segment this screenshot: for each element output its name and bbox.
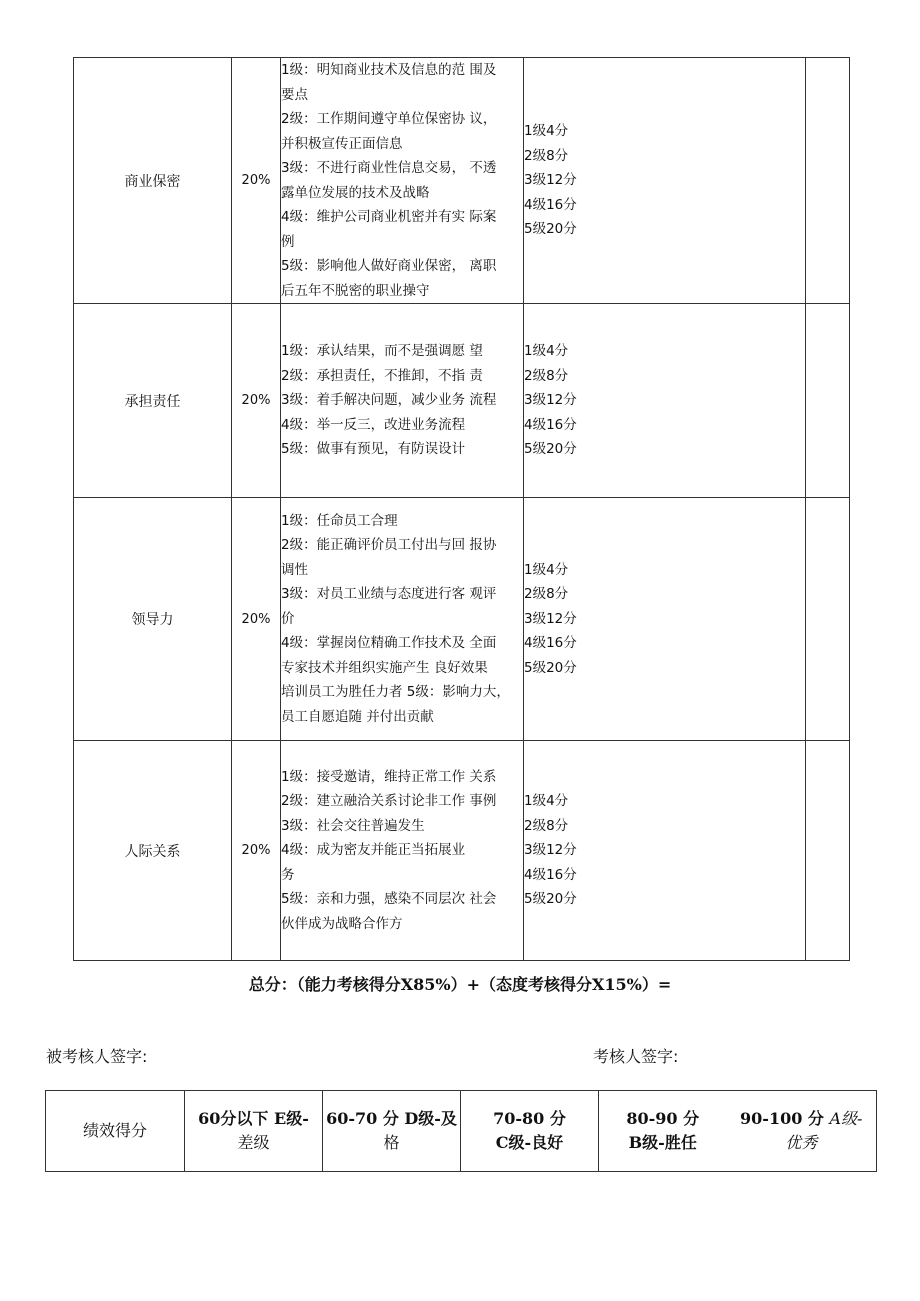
criterion-levels xyxy=(281,58,524,304)
level-line: 5级：亲和力强，感染不同层次 社会 xyxy=(281,891,497,908)
score-line: 3级12分 xyxy=(524,392,577,409)
level-line: 价 xyxy=(281,610,295,627)
level-line: 2级：建立融洽关系讨论非工作 事例 xyxy=(281,793,497,810)
criterion-levels xyxy=(281,304,524,498)
criterion-weight: 20% xyxy=(232,741,281,961)
empty-cell xyxy=(806,498,850,741)
criterion-scores xyxy=(524,304,806,498)
level-line: 4级：举一反三，改进业务流程 xyxy=(281,416,466,433)
criterion-name: 商业保密 xyxy=(74,58,232,304)
criterion-weight: 20% xyxy=(232,304,281,498)
table-row xyxy=(74,498,850,741)
level-line: 并积极宣传正面信息 xyxy=(281,135,403,152)
level-line: 5级：做事有预见，有防误设计 xyxy=(281,441,466,458)
empty-cell xyxy=(806,58,850,304)
level-line: 后五年不脱密的职业操守 xyxy=(281,282,430,299)
score-line: 1级4分 xyxy=(524,343,569,360)
criterion-scores xyxy=(524,498,806,741)
level-line: 2级：承担责任，不推卸，不指 责 xyxy=(281,367,483,384)
grade-c-line2: C级-良好 xyxy=(495,1133,564,1152)
grade-e-line1: 60分以下 E级- xyxy=(198,1109,309,1128)
assessment-table xyxy=(73,57,850,961)
grade-label: 绩效得分 xyxy=(46,1091,185,1172)
criterion-name: 人际关系 xyxy=(74,741,232,961)
criterion-levels xyxy=(281,741,524,961)
score-line: 1级4分 xyxy=(524,561,569,578)
grade-d xyxy=(323,1091,461,1172)
score-line: 2级8分 xyxy=(524,586,569,603)
score-line: 2级8分 xyxy=(524,147,569,164)
criterion-weight: 20% xyxy=(232,58,281,304)
grade-d-line2: 格 xyxy=(383,1133,400,1152)
grade-a-range: 90-100 分 xyxy=(740,1109,830,1128)
grade-a-line1 xyxy=(729,1107,875,1131)
level-line: 员工自愿追随 并付出贡献 xyxy=(281,708,434,725)
grade-a xyxy=(727,1091,877,1172)
grade-b-line2: B级-胜任 xyxy=(628,1133,697,1152)
score-line: 5级20分 xyxy=(524,891,577,908)
score-line: 4级16分 xyxy=(524,866,577,883)
level-line: 专家技术并组织实施产生 良好效果 xyxy=(281,659,488,676)
grade-d-line1: 60-70 分 D级-及 xyxy=(326,1109,457,1128)
grade-table xyxy=(45,1090,877,1172)
level-line: 调性 xyxy=(281,561,308,578)
grade-a-line2: 优秀 xyxy=(785,1133,818,1152)
criterion-name: 承担责任 xyxy=(74,304,232,498)
table-row xyxy=(46,1091,877,1172)
score-line: 5级20分 xyxy=(524,441,577,458)
criterion-levels xyxy=(281,498,524,741)
grade-b-line1: 80-90 分 xyxy=(626,1109,700,1128)
table-row xyxy=(74,58,850,304)
grade-a-level: A级- xyxy=(829,1109,863,1128)
empty-cell xyxy=(806,304,850,498)
criterion-name: 领导力 xyxy=(74,498,232,741)
level-line: 5级：影响他人做好商业保密， 离职 xyxy=(281,258,497,274)
level-line: 1级：承认结果，而不是强调愿 望 xyxy=(281,343,483,360)
level-line: 4级：维护公司商业机密并有实 际案 xyxy=(281,209,497,225)
grade-b xyxy=(599,1091,727,1172)
level-line: 1级：明知商业技术及信息的范 围及 xyxy=(281,62,497,78)
score-line: 5级20分 xyxy=(524,659,577,676)
level-line: 3级：着手解决问题，减少业务 流程 xyxy=(281,392,497,409)
level-line: 2级：能正确评价员工付出与回 报协 xyxy=(281,537,497,554)
level-line: 要点 xyxy=(281,86,308,103)
level-line: 3级：对员工业绩与态度进行客 观评 xyxy=(281,586,497,603)
criterion-weight: 20% xyxy=(232,498,281,741)
score-line: 5级20分 xyxy=(524,221,577,238)
assessor-signature-label: 考核人签字: xyxy=(593,1047,679,1066)
total-score-formula: 总分：（能力考核得分X85%）+（态度考核得分X15%）= xyxy=(248,975,672,994)
level-line: 2级：工作期间遵守单位保密协 议， xyxy=(281,111,497,127)
score-line: 3级12分 xyxy=(524,842,577,859)
score-line: 2级8分 xyxy=(524,817,569,834)
score-line: 1级4分 xyxy=(524,793,569,810)
level-line: 露单位发展的技术及战略 xyxy=(281,184,430,201)
level-line: 4级：掌握岗位精确工作技术及 全面 xyxy=(281,635,497,652)
table-row xyxy=(74,741,850,961)
grade-c xyxy=(461,1091,599,1172)
level-line: 3级：社会交往普遍发生 xyxy=(281,817,425,834)
score-line: 4级16分 xyxy=(524,416,577,433)
grade-c-line1: 70-80 分 xyxy=(493,1109,566,1128)
grade-e xyxy=(185,1091,323,1172)
level-line: 伙伴成为战略合作方 xyxy=(281,915,403,932)
score-line: 3级12分 xyxy=(524,172,577,189)
score-line: 1级4分 xyxy=(524,123,569,140)
level-line: 1级：接受邀请，维持正常工作 关系 xyxy=(281,768,497,785)
score-line: 2级8分 xyxy=(524,367,569,384)
level-line: 3级：不进行商业性信息交易， 不透 xyxy=(281,160,497,176)
level-line: 例 xyxy=(281,233,295,250)
score-line: 3级12分 xyxy=(524,610,577,627)
table-row xyxy=(74,304,850,498)
level-line: 4级：成为密友并能正当拓展业 xyxy=(281,842,466,859)
level-line: 培训员工为胜任力者 5级：影响力大， xyxy=(281,684,510,701)
score-line: 4级16分 xyxy=(524,635,577,652)
criterion-scores xyxy=(524,741,806,961)
criterion-scores xyxy=(524,58,806,304)
assessee-signature-label: 被考核人签字: xyxy=(46,1047,148,1066)
empty-cell xyxy=(806,741,850,961)
score-line: 4级16分 xyxy=(524,196,577,213)
level-line: 1级：任命员工合理 xyxy=(281,512,398,529)
level-line: 务 xyxy=(281,866,295,883)
grade-e-line2: 差级 xyxy=(237,1133,270,1152)
